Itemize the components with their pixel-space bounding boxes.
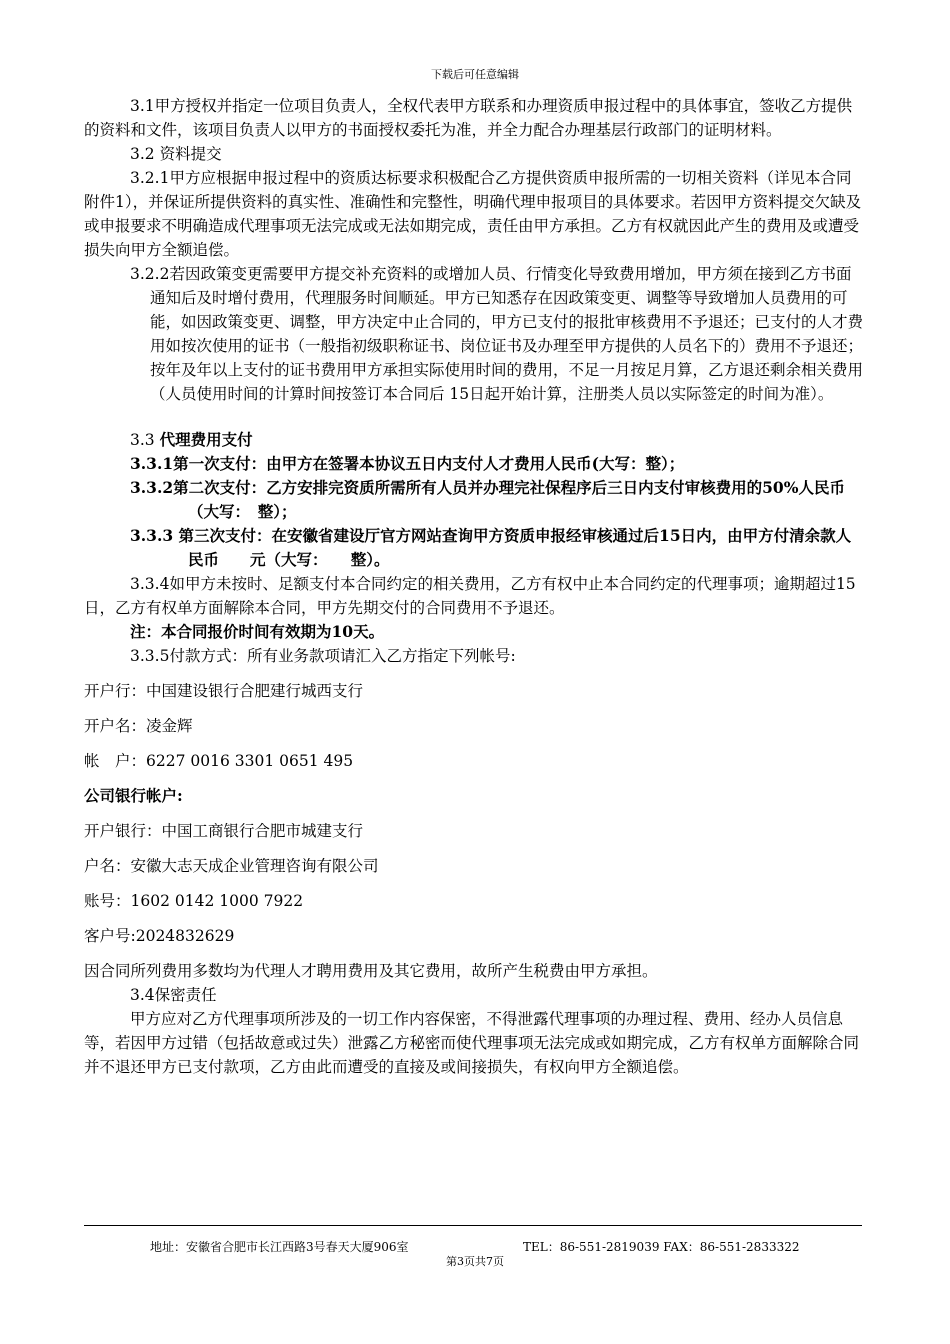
clause-3-3-2: 3.3.2第二次支付：乙方安排完资质所需所有人员并办理完社保程序后三日内支付审核费用的50%人民币 （大写： 整）； [130, 478, 861, 521]
contract-body [84, 94, 864, 1079]
page-number: 第3页共7页 [446, 1255, 504, 1268]
clause-3-1: 3.1甲方授权并指定一位项目负责人，全权代表甲方联系和办理资质申报过程中的具体事宜，签收乙方提供的资料和文件，该项目负责人以甲方的书面授权委托为准，并全力配合办理基层行政部门的证明材料。 [84, 97, 853, 139]
footer-contact: TEL：86-551-2819039 FAX：86-551-2833322 [523, 1240, 800, 1254]
heading-3-3 [84, 428, 864, 452]
clause-3-2-1: 3.2.1甲方应根据申报过程中的资质达标要求积极配合乙方提供资质申报所需的一切相关资料（详见本合同附件1），并保证所提供资料的真实性、准确性和完整性，明确代理申报项目的具体要求。若因甲方资料提交欠缺及或申报要求不明确造成代理事项无法完成或无法如期完成，责任由甲方承担。乙方有权就因此产生的费用及或遭受损失向甲方全额追偿。 [84, 169, 862, 259]
bank1-holder: 开户名：凌金辉 [84, 717, 193, 735]
footer-divider [84, 1225, 862, 1226]
clause-3-3-5: 3.3.5付款方式：所有业务款项请汇入乙方指定下列帐号: [130, 647, 516, 665]
bank1-account: 帐 户：6227 0016 3301 0651 495 [84, 752, 354, 770]
heading-3-3-number: 3.3 [130, 431, 155, 449]
bank2-name: 开户银行：中国工商银行合肥市城建支行 [84, 822, 364, 840]
footer-address: 地址：安徽省合肥市长江西路3号春天大厦906室 [150, 1240, 409, 1254]
heading-3-4: 3.4保密责任 [130, 986, 217, 1004]
heading-3-3-title: 代理费用支付 [159, 430, 253, 449]
bank2-account: 账号：1602 0142 1000 7922 [84, 892, 304, 910]
company-account-heading: 公司银行帐户: [84, 786, 183, 805]
heading-3-2: 3.2 资料提交 [130, 145, 222, 163]
clause-3-2-2: 3.2.2若因政策变更需要甲方提交补充资料的或增加人员、行情变化导致费用增加，甲方须在接到乙方书面通知后及时增付费用，代理服务时间顺延。甲方已知悉存在因政策变更、调整等导致增加人员费用的可能，如因政策变更、调整，甲方决定中止合同的，甲方已支付的报批审核费用不予退还；已支付的人才费用如按次使用的证书（一般指初级职称证书、岗位证书及办理至甲方提供的人员名下的）费用不予退还；按年及年以上支付的证书费用甲方承担实际使用时间的费用，不足一月按足月算，乙方退还剩余相关费用（人员使用时间的计算时间按签订本合同后 15日起开始计算，注册类人员以实际签定的时间为准）。 [130, 265, 864, 403]
clause-3-3-1: 3.3.1第一次支付：由甲方在签署本协议五日内支付人才费用人民币(大写：整）； [130, 454, 685, 473]
clause-3-3-3: 3.3.3 第三次支付：在安徽省建设厅官方网站查询甲方资质申报经审核通过后15日内，由甲方付清余款人民币 元（大写： 整）。 [130, 526, 852, 569]
validity-note: 注：本合同报价时间有效期为10天。 [130, 622, 385, 641]
bank2-holder: 户名：安徽大志天成企业管理咨询有限公司 [84, 857, 379, 875]
clause-3-4: 甲方应对乙方代理事项所涉及的一切工作内容保密，不得泄露代理事项的办理过程、费用、经办人员信息等，若因甲方过错（包括故意或过失）泄露乙方秘密而使代理事项无法完成或如期完成，乙方有权单方面解除合同并不退还甲方已支付款项，乙方由此而遭受的直接及或间接损失，有权向甲方全额追偿。 [84, 1010, 860, 1076]
bank2-customer-number: 客户号:2024832629 [84, 927, 235, 945]
bank1-name: 开户行：中国建设银行合肥建行城西支行 [84, 682, 364, 700]
tax-note: 因合同所列费用多数均为代理人才聘用费用及其它费用，故所产生税费由甲方承担。 [84, 962, 658, 980]
header-note: 下载后可任意编辑 [431, 68, 519, 81]
clause-3-3-4: 3.3.4如甲方未按时、足额支付本合同约定的相关费用，乙方有权中止本合同约定的代理事项；逾期超过15日，乙方有权单方面解除本合同，甲方先期交付的合同费用不予退还。 [84, 575, 856, 617]
